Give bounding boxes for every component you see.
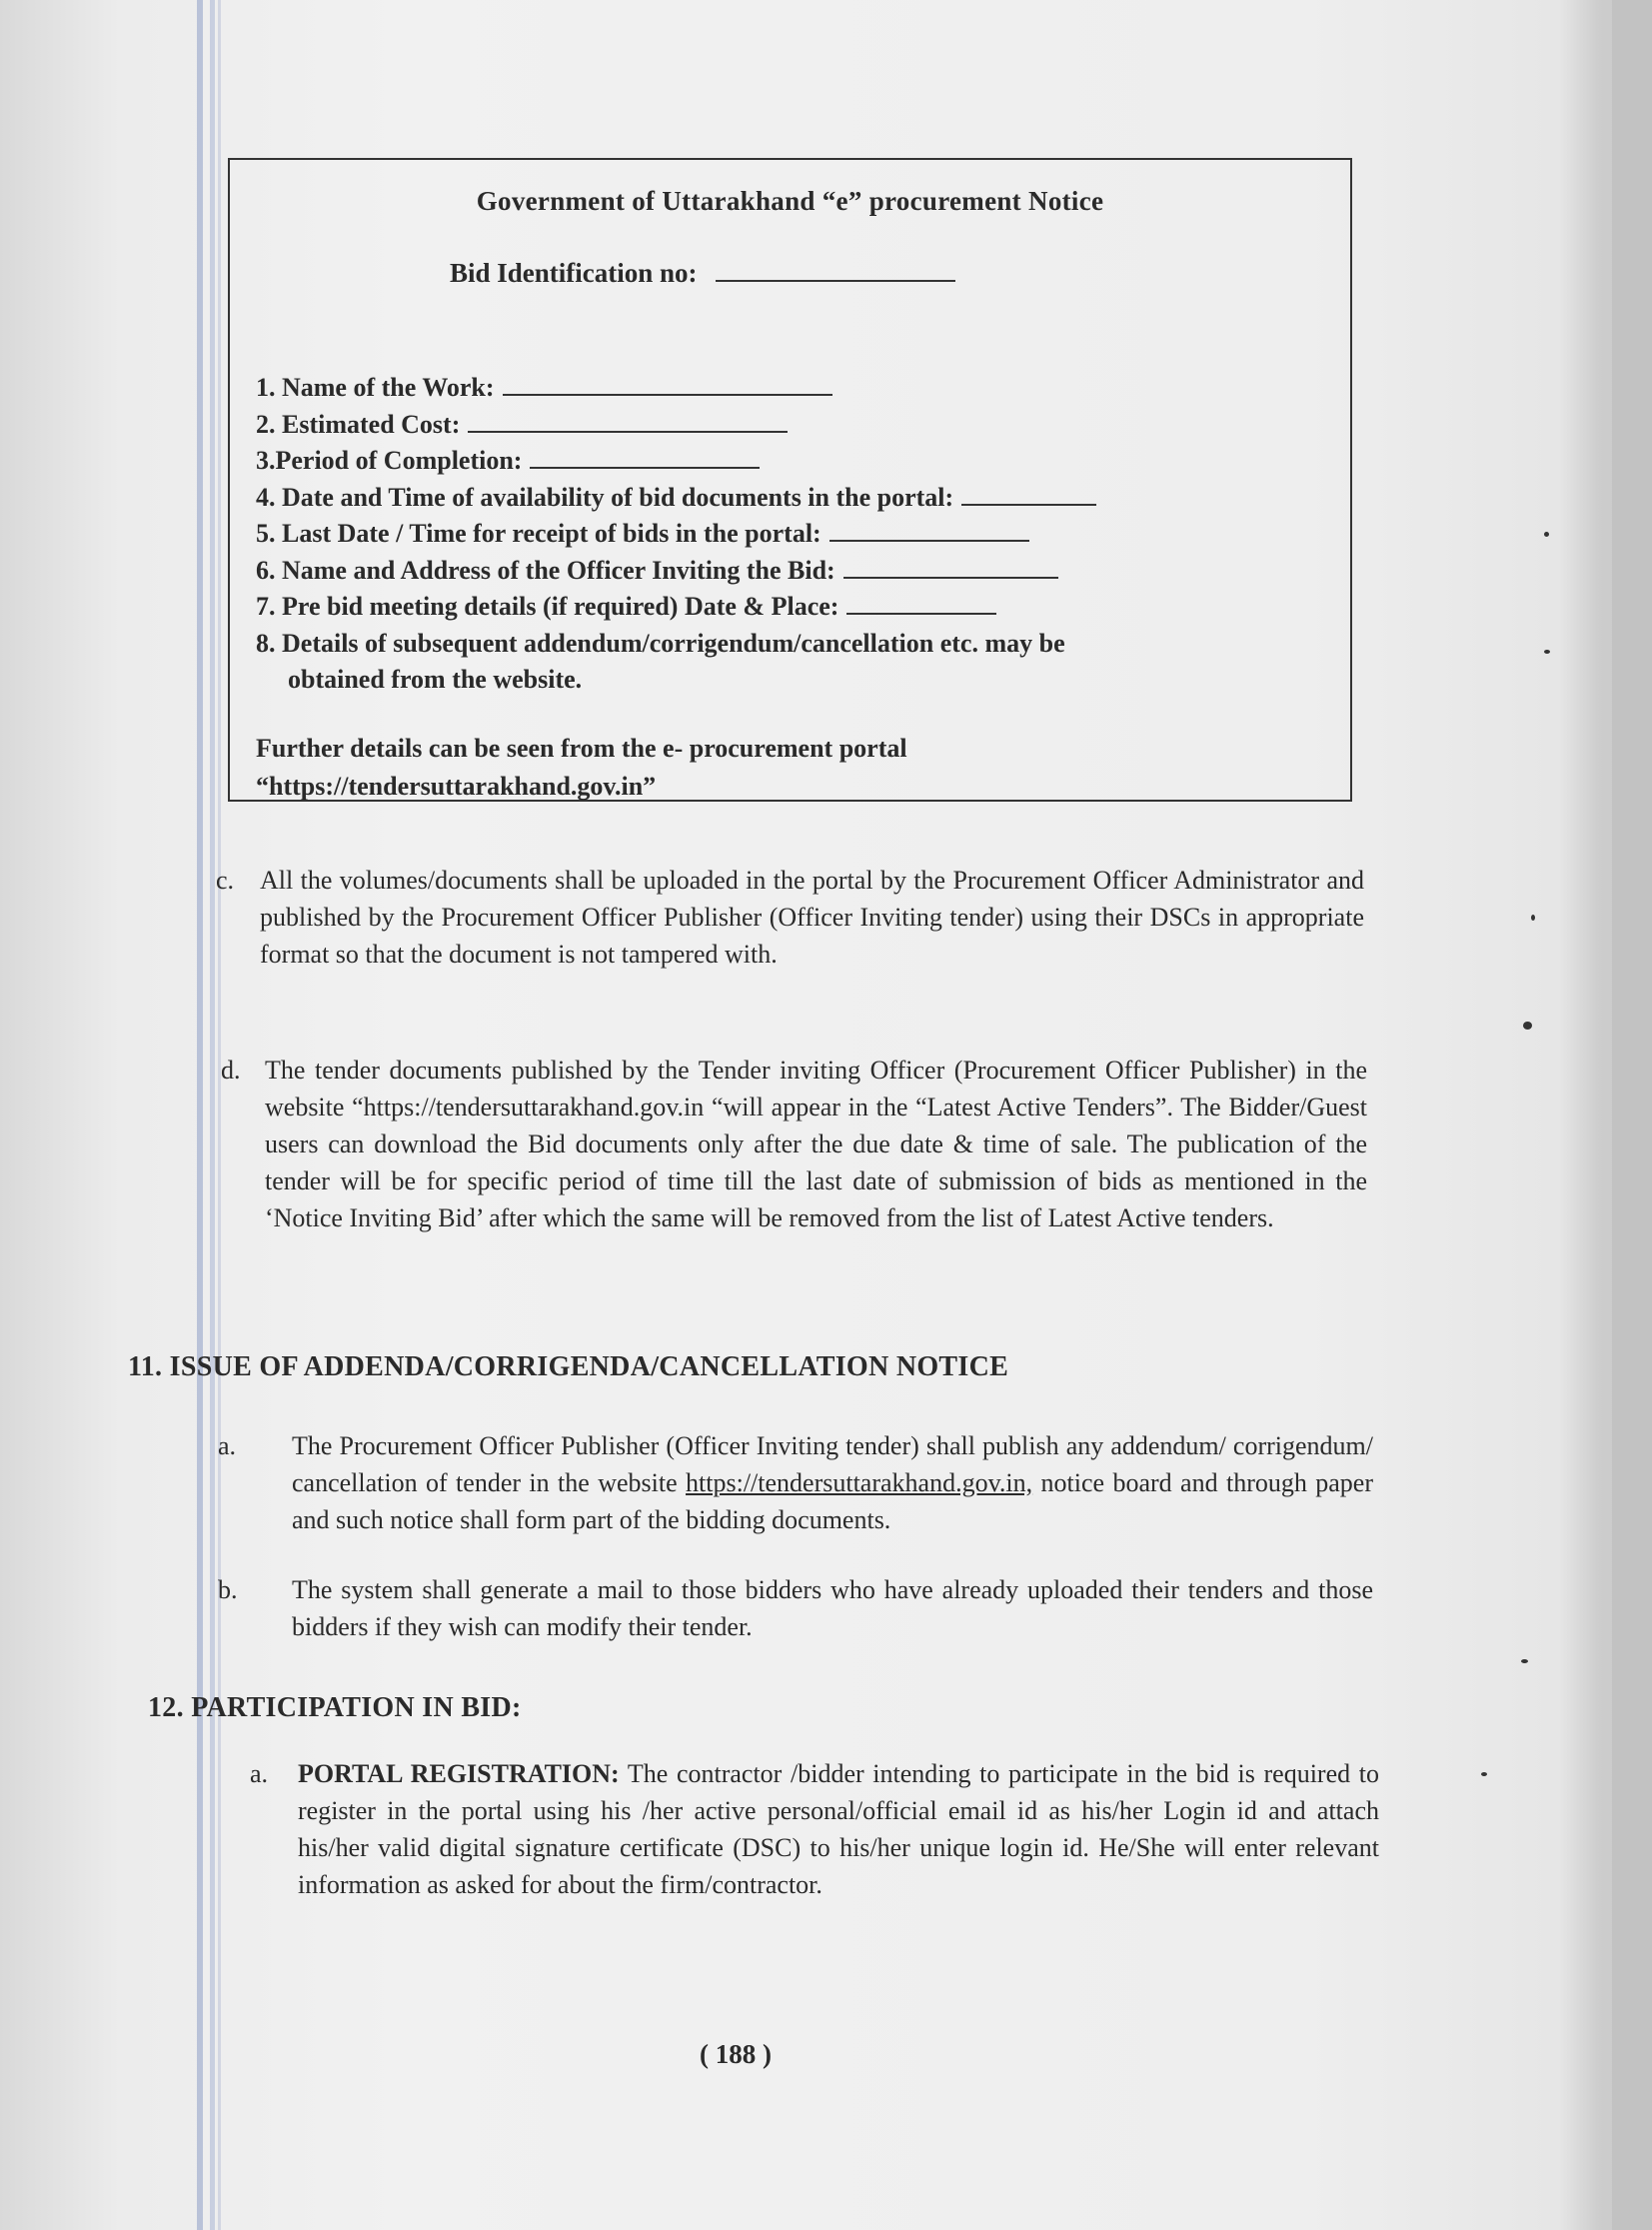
paragraph-c	[216, 862, 1364, 973]
binding-line	[210, 0, 215, 2230]
section-heading-12: 12. PARTICIPATION IN BID:	[148, 1692, 522, 1723]
notice-item: 8. Details of subsequent addendum/corrigendum/cancellation etc. may be	[256, 628, 1065, 658]
list-marker: a.	[250, 1759, 269, 1788]
blank-line	[716, 262, 955, 282]
section11-item-b: b. The system shall generate a mail to those bidders who have already uploaded their tenders and those bidders if they wish can modify their tender.	[292, 1571, 1373, 1645]
procurement-notice-box	[228, 158, 1352, 802]
notice-item: 2. Estimated Cost:	[256, 407, 1096, 444]
list-marker: d.	[221, 1056, 241, 1085]
list-marker: a.	[218, 1431, 237, 1460]
page-number: ( 188 )	[700, 2039, 772, 2069]
section-heading-11: 11. ISSUE OF ADDENDA/CORRIGENDA/CANCELLATION NOTICE	[128, 1351, 1009, 1382]
binding-line	[197, 0, 203, 2230]
portal-registration-label: PORTAL REGISTRATION:	[298, 1759, 620, 1788]
notice-title: Government of Uttarakhand “e” procurement Notice	[476, 186, 1104, 216]
section12-item-a: a. PORTAL REGISTRATION: The contractor /bidder intending to participate in the bid is required to register in the portal using his /her active personal/official email id as his/her Login id and attach his/her valid digital signature certificate (DSC) to his/her unique login id. He/She will enter relevant information as asked for about the firm/contractor.	[298, 1755, 1379, 1903]
paragraph-text: All the volumes/documents shall be uploaded in the portal by the Procurement Officer Administrator and published by the Procurement Officer Publisher (Officer Inviting tender) using their DSCs in appropriate format so that the document is not tampered with.	[260, 866, 1364, 969]
scan-speck	[1523, 1022, 1532, 1030]
notice-items	[256, 370, 1096, 699]
notice-item: 5. Last Date / Time for receipt of bids in the portal:	[256, 516, 1096, 553]
bid-id-label: Bid Identification no:	[450, 258, 698, 288]
further-details: Further details can be seen from the e- procurement portal “https://tendersuttarakhand.gov.in”	[256, 730, 907, 806]
paragraph-text: The tender documents published by the Tender inviting Officer (Procurement Officer Publisher) in the website “https://tendersuttarakhand.gov.in “will appear in the “Latest Active Tenders”. The Bidder/Guest users can download the Bid documents only after the due date & time of sale. The publication of the tender will be for specific period of time till the last date of submission of bids as mentioned in the ‘Notice Inviting Bid’ after which the same will be removed from the list of Latest Active tenders.	[265, 1056, 1367, 1232]
list-marker: b.	[218, 1575, 238, 1604]
portal-url: “https://tendersuttarakhand.gov.in”	[256, 772, 657, 801]
scan-speck	[1521, 1659, 1528, 1663]
paragraph-d	[221, 1052, 1367, 1236]
notice-item: 1. Name of the Work:	[256, 370, 1096, 407]
scan-speck	[1544, 650, 1550, 654]
notice-item: 4. Date and Time of availability of bid documents in the portal:	[256, 480, 1096, 517]
scan-speck	[1481, 1772, 1487, 1776]
scan-speck	[1544, 532, 1549, 537]
page-edge-shadow	[1612, 0, 1652, 2230]
notice-item: 3.Period of Completion:	[256, 443, 1096, 480]
scan-speck	[1531, 915, 1535, 921]
notice-item: 7. Pre bid meeting details (if required) Date & Place:	[256, 589, 1096, 626]
binding-line	[218, 0, 221, 2230]
section11-item-a: a. The Procurement Officer Publisher (Officer Inviting tender) shall publish any addendum/ corrigendum/ cancellation of tender in the website https://tendersuttarakhand.gov.in, notice board and through paper and such notice shall form part of the bidding documents.	[292, 1427, 1373, 1538]
bid-identification	[450, 258, 955, 289]
notice-item: 6. Name and Address of the Officer Inviting the Bid:	[256, 553, 1096, 590]
list-marker: c.	[216, 866, 235, 895]
website-link[interactable]: https://tendersuttarakhand.gov.in,	[686, 1468, 1033, 1497]
notice-item-continuation: obtained from the website.	[288, 665, 583, 694]
